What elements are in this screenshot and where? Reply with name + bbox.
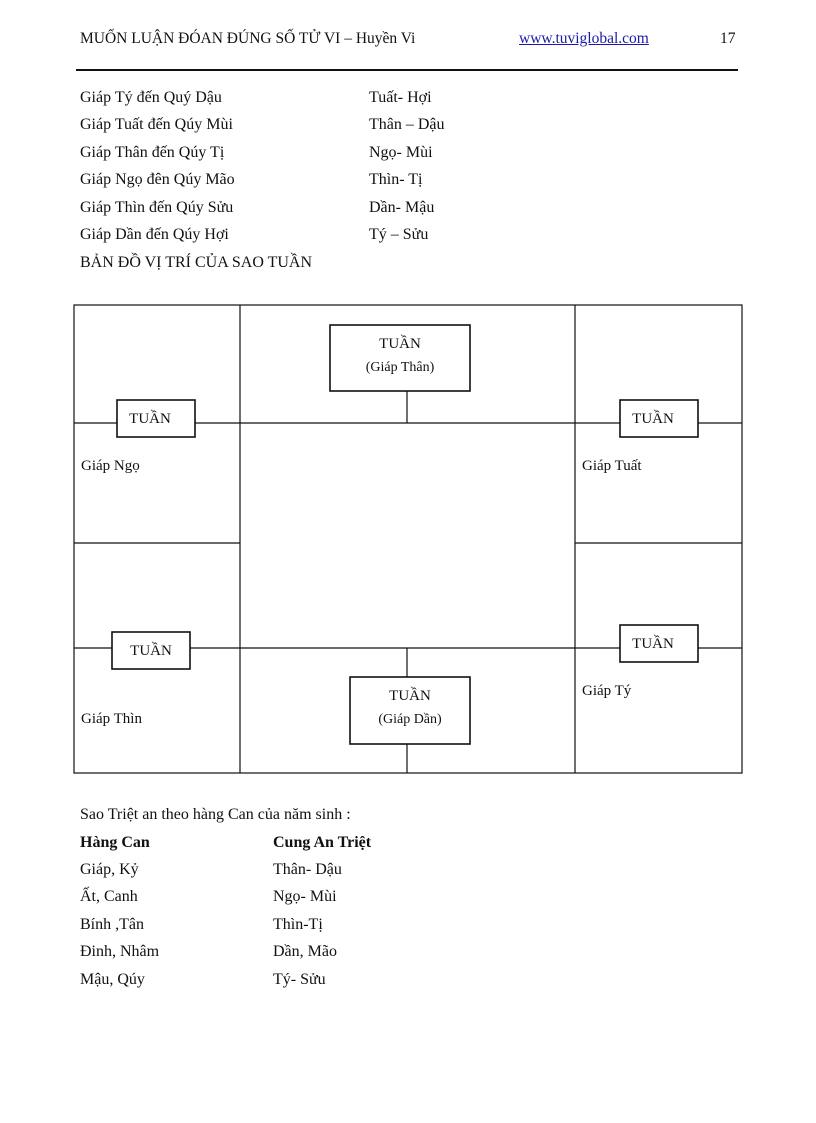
tuan-row-4-right: Dần- Mậu <box>369 199 435 216</box>
triet-row-1-cung: Ngọ- Mùi <box>273 888 337 905</box>
tuan-box-giap-dan-sub: (Giáp Dần) <box>378 712 442 727</box>
tuan-row-0-right: Tuất- Hợi <box>369 89 432 106</box>
tuan-row-1-right: Thân – Dậu <box>369 116 445 133</box>
website-link[interactable]: www.tuviglobal.com <box>519 30 649 47</box>
header-title: MUỐN LUẬN ĐÓAN ĐÚNG SỐ TỬ VI – Huyền Vi <box>80 30 416 47</box>
page-number: 17 <box>720 30 736 47</box>
triet-intro: Sao Triệt an theo hàng Can của năm sinh : <box>80 806 351 823</box>
map-heading: BẢN ĐỒ VỊ TRÍ CỦA SAO TUẦN <box>80 254 313 271</box>
tuan-row-5-right: Tý – Sửu <box>369 226 429 243</box>
tuan-row-3-right: Thìn- Tị <box>369 171 423 188</box>
triet-row-2-cung: Thìn-Tị <box>273 916 323 933</box>
tuan-box-upper-left-label: TUẦN <box>129 411 171 427</box>
triet-row-3-can: Đinh, Nhâm <box>80 943 160 960</box>
tuan-row-0-left: Giáp Tý đến Quý Dậu <box>80 89 222 106</box>
tuan-row-2-left: Giáp Thân đến Qúy Tị <box>80 144 225 161</box>
label-giap-ngo: Giáp Ngọ <box>81 458 140 474</box>
triet-col1-header: Hàng Can <box>80 834 150 851</box>
tuan-box-lower-left-label: TUẦN <box>130 643 172 659</box>
label-giap-tuat: Giáp Tuất <box>582 458 642 474</box>
tuan-box-giap-than-title: TUẦN <box>379 336 421 352</box>
triet-col2-header: Cung An Triệt <box>273 834 372 851</box>
tuan-box-giap-than <box>330 325 470 391</box>
triet-row-0-cung: Thân- Dậu <box>273 861 342 878</box>
triet-row-3-cung: Dần, Mão <box>273 943 337 960</box>
triet-row-0-can: Giáp, Kỷ <box>80 861 139 878</box>
triet-row-1-can: Ất, Canh <box>80 888 138 905</box>
triet-row-2-can: Bính ,Tân <box>80 916 144 933</box>
tuan-box-upper-right-label: TUẦN <box>632 411 674 427</box>
label-giap-thin: Giáp Thìn <box>81 711 142 727</box>
tuan-row-3-left: Giáp Ngọ đên Qúy Mão <box>80 171 235 188</box>
tuan-row-2-right: Ngọ- Mùi <box>369 144 433 161</box>
tuan-box-giap-dan-title: TUẦN <box>389 688 431 704</box>
triet-row-4-cung: Tý- Sửu <box>273 971 326 988</box>
tuan-row-1-left: Giáp Tuất đến Qúy Mùi <box>80 116 233 133</box>
label-giap-ty: Giáp Tý <box>582 683 632 699</box>
tuan-row-5-left: Giáp Dần đến Qúy Hợi <box>80 226 229 243</box>
triet-row-4-can: Mậu, Qúy <box>80 971 145 988</box>
tuan-box-giap-than-sub: (Giáp Thân) <box>365 360 435 375</box>
tuan-box-lower-right-label: TUẦN <box>632 636 674 652</box>
tuan-row-4-left: Giáp Thìn đến Qúy Sửu <box>80 199 234 216</box>
